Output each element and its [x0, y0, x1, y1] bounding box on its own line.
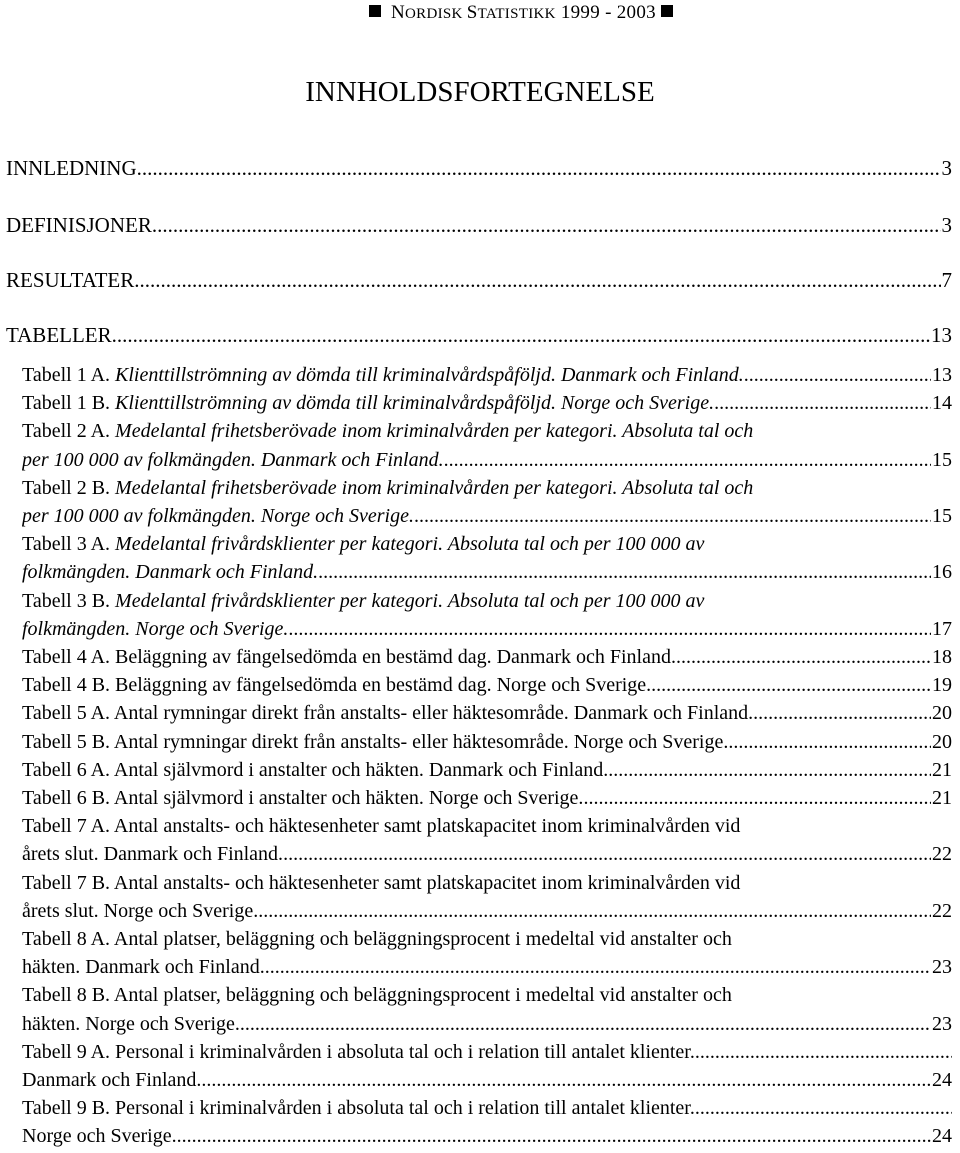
toc-table-page: 21 [932, 787, 952, 809]
toc-table-entry-continued [22, 813, 952, 839]
dot-leader [744, 362, 931, 388]
dot-leader [134, 267, 940, 293]
toc-entry[interactable] [6, 322, 952, 348]
square-bullet-icon [369, 5, 381, 17]
dot-leader [414, 503, 931, 529]
toc-table-label: folkmängden. Danmark och Finland. [22, 561, 319, 583]
toc-table-entry[interactable] [22, 785, 952, 811]
toc-table-page: 24 [932, 1069, 952, 1091]
toc-table-entry-continued [22, 475, 952, 501]
dot-leader [728, 729, 931, 755]
toc-table-label: Tabell 2 B. Medelantal frihetsberövade inom kriminalvården per kategori. Absoluta tal och [22, 477, 754, 499]
toc-table-entry-continued [22, 588, 952, 614]
toc-entry-page: 3 [941, 156, 952, 180]
toc-table-label: Tabell 6 B. Antal självmord i anstalter och häkten. Norge och Sverige. [22, 787, 584, 809]
dot-leader [748, 700, 931, 726]
toc-table-label: Tabell 9 A. Personal i kriminalvården i absoluta tal och i relation till antalet klienter. [22, 1041, 695, 1063]
toc-table-entry-continued [22, 418, 952, 444]
toc-table-entry[interactable] [22, 503, 952, 529]
toc-entry-page: 7 [941, 268, 952, 292]
toc-entry[interactable] [6, 155, 952, 181]
toc-table-entry[interactable] [22, 729, 952, 755]
toc-table-page: 22 [932, 843, 952, 865]
dot-leader [112, 322, 930, 348]
header-years: 1999 - 2003 [555, 2, 661, 23]
toc-table-label: Tabell 4 B. Beläggning av fängelsedömda en bestämd dag. Norge och Sverige. [22, 674, 652, 696]
toc-table-label: Tabell 3 B. Medelantal frivårdsklienter per kategori. Absoluta tal och per 100 000 av [22, 590, 705, 612]
dot-leader [177, 1123, 931, 1149]
toc-table-page: 21 [932, 759, 952, 781]
toc-entry-label: RESULTATER [6, 268, 135, 292]
header-word-statistikk: TATISTIKK [477, 6, 556, 22]
toc-table-label: Tabell 7 A. Antal anstalts- och häktesenheter samt platskapacitet inom kriminalvården vid [22, 815, 741, 837]
toc-table-page: 24 [932, 1125, 952, 1147]
toc-table-label: per 100 000 av folkmängden. Norge och Sverige. [22, 505, 414, 527]
toc-table-label: Norge och Sverige. [22, 1125, 177, 1147]
dot-leader [695, 1039, 952, 1065]
toc-table-entry[interactable] [22, 954, 952, 980]
toc-table-page: 20 [932, 702, 952, 724]
toc-table-page: 13 [932, 364, 952, 386]
toc-table-entry[interactable] [22, 672, 952, 698]
toc-table-entry[interactable] [22, 1067, 952, 1093]
dot-leader [288, 616, 931, 642]
toc-table-entry-continued [22, 1039, 952, 1065]
toc-entry[interactable] [6, 212, 952, 238]
toc-table-label: Tabell 5 A. Antal rymningar direkt från anstalts- eller häktesområde. Danmark och Finland [22, 702, 749, 724]
toc-table-label: Danmark och Finland. [22, 1069, 202, 1091]
toc-table-page: 18 [932, 646, 952, 668]
toc-table-page: 23 [932, 1013, 952, 1035]
toc-table-entry[interactable] [22, 616, 952, 642]
toc-table-page: 19 [932, 674, 952, 696]
dot-leader [583, 785, 931, 811]
toc-table-entry[interactable] [22, 757, 952, 783]
toc-table-label: Tabell 8 A. Antal platser, beläggning och beläggningsprocent i medeltal vid anstalter och [22, 928, 732, 950]
toc-table-entry-continued [22, 531, 952, 557]
running-header [0, 0, 960, 26]
dot-leader [695, 1095, 952, 1121]
toc-table-entry-continued [22, 982, 952, 1008]
dot-leader [258, 898, 931, 924]
toc-table-label: årets slut. Norge och Sverige. [22, 900, 259, 922]
dot-leader [283, 841, 931, 867]
toc-table-label: Tabell 3 A. Medelantal frivårdsklienter per kategori. Absoluta tal och per 100 000 av [22, 533, 705, 555]
toc-entry-label: DEFINISJONER [6, 213, 152, 237]
toc-table-entry[interactable] [22, 841, 952, 867]
toc-entry-label: TABELLER [6, 323, 112, 347]
toc-table-label: häkten. Norge och Sverige. [22, 1013, 240, 1035]
toc-table-entry[interactable] [22, 559, 952, 585]
dot-leader [318, 559, 931, 585]
toc-table-entry[interactable] [22, 700, 952, 726]
toc-table-label: Tabell 1 A. Klienttillströmning av dömda till kriminalvårdspåföljd. Danmark och Finland. [22, 364, 744, 386]
toc-table-page: 14 [932, 392, 952, 414]
header-word-nordisk: ORDISK [405, 6, 467, 22]
square-bullet-icon [661, 5, 673, 17]
toc-table-label: Tabell 2 A. Medelantal frihetsberövade inom kriminalvården per kategori. Absoluta tal och [22, 420, 754, 442]
toc-table-label: Tabell 6 A. Antal självmord i anstalter och häkten. Danmark och Finland. [22, 759, 609, 781]
toc-table-label: häkten. Danmark och Finland. [22, 956, 265, 978]
header-initial-s: S [466, 2, 478, 23]
toc-entry-page: 13 [931, 323, 952, 347]
toc-table-page: 20 [932, 731, 952, 753]
toc-table-page: 22 [932, 900, 952, 922]
toc-table-entry[interactable] [22, 1123, 952, 1149]
toc-table-label: Tabell 7 B. Antal anstalts- och häktesenheter samt platskapacitet inom kriminalvården vid [22, 872, 741, 894]
dot-leader [714, 390, 931, 416]
dot-leader [240, 1011, 931, 1037]
toc-table-page: 15 [932, 505, 952, 527]
toc-table-entry[interactable] [22, 1011, 952, 1037]
toc-table-entry-continued [22, 1095, 952, 1121]
toc-table-page: 15 [932, 449, 952, 471]
toc-table-page: 17 [932, 618, 952, 640]
toc-table-entry-continued [22, 870, 952, 896]
toc-table-label: Tabell 8 B. Antal platser, beläggning och beläggningsprocent i medeltal vid anstalter och [22, 984, 732, 1006]
dot-leader [676, 644, 931, 670]
toc-table-label: Tabell 4 A. Beläggning av fängelsedömda en bestämd dag. Danmark och Finland. [22, 646, 676, 668]
toc-table-label: Tabell 1 B. Klienttillströmning av dömda till kriminalvårdspåföljd. Norge och Sverige. [22, 392, 715, 414]
toc-table-label: Tabell 9 B. Personal i kriminalvården i absoluta tal och i relation till antalet klienter. [22, 1097, 695, 1119]
toc-table-entry-continued [22, 926, 952, 952]
toc-table-page: 16 [932, 561, 952, 583]
toc-entry-label: INNLEDNING [6, 156, 137, 180]
dot-leader [137, 155, 941, 181]
dot-leader [201, 1067, 931, 1093]
dot-leader [152, 212, 941, 238]
toc-table-entry[interactable] [22, 898, 952, 924]
dot-leader [265, 954, 931, 980]
toc-table-entry[interactable] [22, 362, 952, 388]
page-title: INNHOLDSFORTEGNELSE [305, 76, 655, 108]
toc-table-entry[interactable] [22, 644, 952, 670]
dot-leader [651, 672, 931, 698]
toc-table-entry[interactable] [22, 447, 952, 473]
toc-entry[interactable] [6, 267, 952, 293]
toc-table-label: årets slut. Danmark och Finland. [22, 843, 284, 865]
toc-table-label: Tabell 5 B. Antal rymningar direkt från anstalts- eller häktesområde. Norge och Sverige. [22, 731, 729, 753]
toc-table-page: 23 [932, 956, 952, 978]
toc-entry-page: 3 [941, 213, 952, 237]
toc-table-entry[interactable] [22, 390, 952, 416]
dot-leader [444, 447, 931, 473]
header-initial-n: N [391, 2, 406, 23]
dot-leader [608, 757, 931, 783]
toc-table-label: folkmängden. Norge och Sverige. [22, 618, 289, 640]
toc-table-label: per 100 000 av folkmängden. Danmark och Finland. [22, 449, 444, 471]
